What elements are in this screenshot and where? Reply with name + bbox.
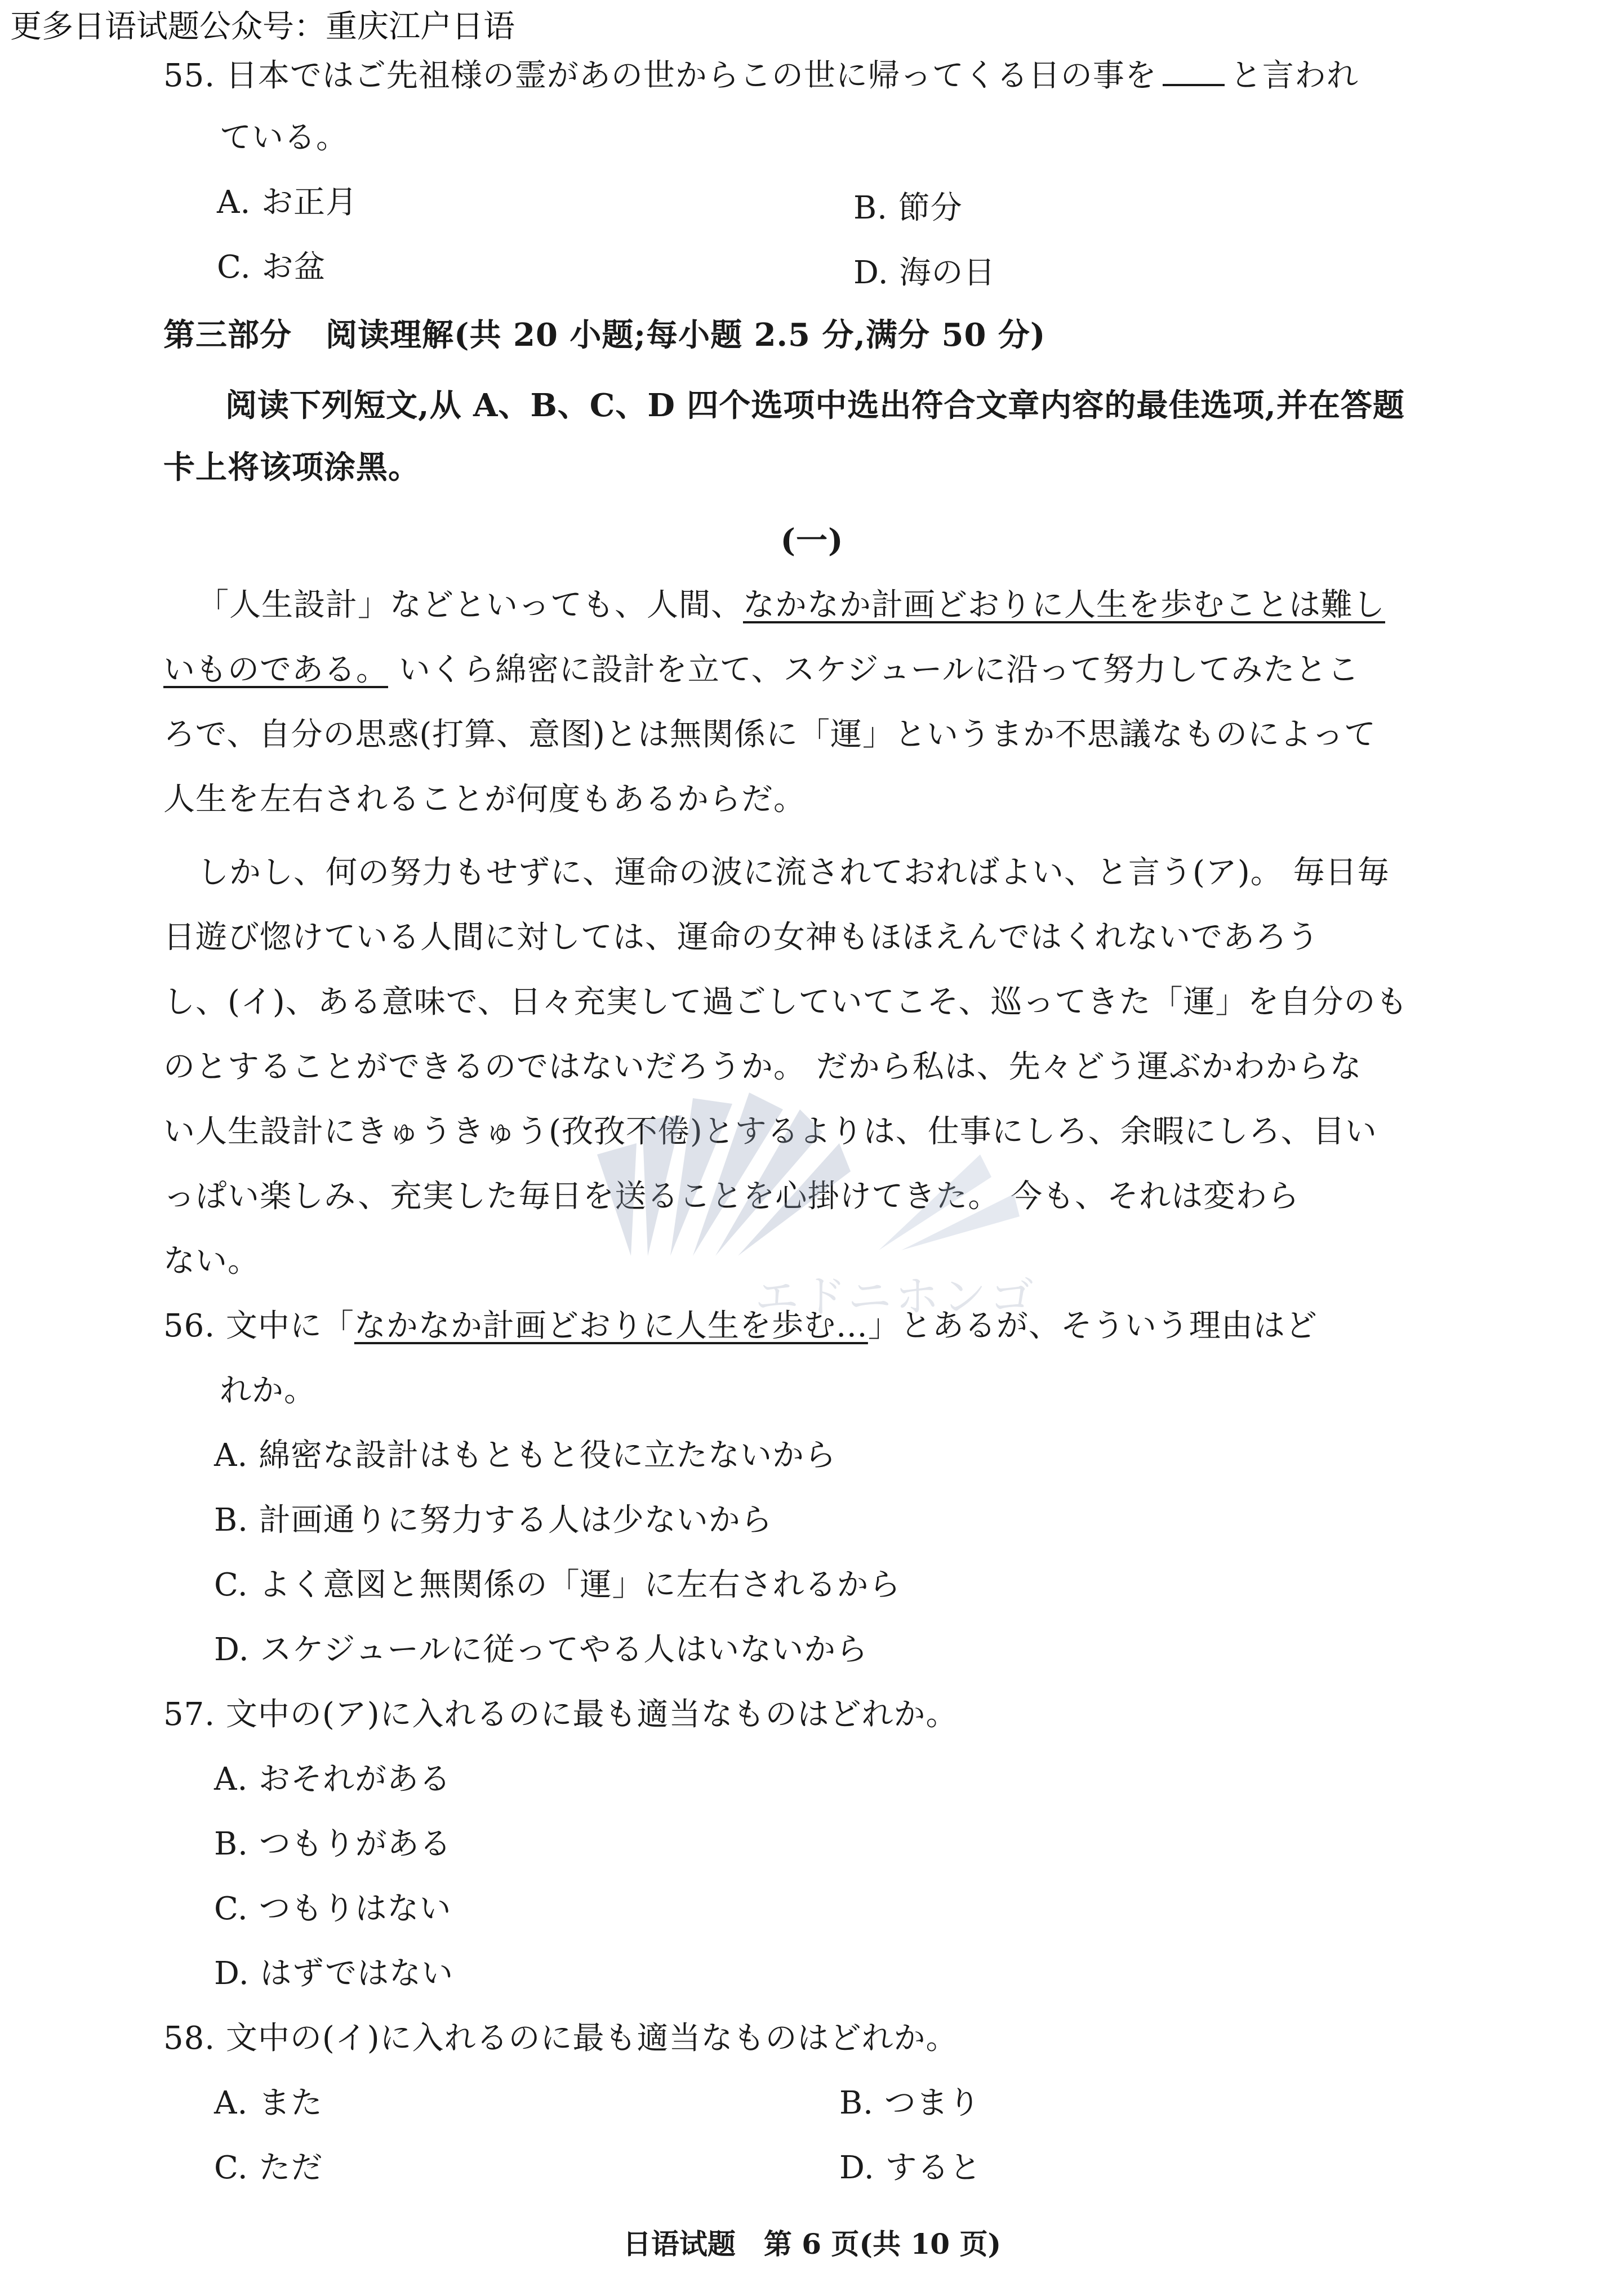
q56-stem-before: 56. 文中に「 — [163, 1308, 354, 1344]
passage-1-p2-line1: しかし、何の努力もせずに、運命の波に流されておればよい、と言う(ア)。 毎日毎 — [197, 854, 1390, 891]
q55-stem-line1 — [163, 54, 1359, 99]
passage-1-p1-line2-text: いくら綿密に設計を立て、スケジュールに沿って努力してみたとこ — [388, 652, 1360, 688]
watermark-text: エドニホンゴ — [755, 1272, 1037, 1322]
q56-option-b: B. 計画通りに努力する人は少ないから — [214, 1502, 773, 1539]
fan-logo-icon — [586, 1070, 1070, 1261]
q56-stem-after: 」とあるが、そういう理由はど — [867, 1308, 1318, 1344]
passage-1-p1-line4: 人生を左右されることが何度もあるからだ。 — [163, 781, 806, 818]
passage-1-p1-line1-text: 「人生設計」などといっても、人間、 — [197, 587, 743, 623]
passage-1-p2-line3: し、(イ)、ある意味で、日々充実して過ごしていてこそ、巡ってきた「運」を自分のも — [163, 984, 1408, 1020]
q57-option-a: A. おそれがある — [214, 1761, 452, 1798]
q57-option-d: D. はずではない — [214, 1955, 454, 1992]
q55-stem-after: と言われ — [1230, 57, 1359, 94]
q55-option-c: C. お盆 — [217, 249, 326, 286]
section-3-instruction-line2: 卡上将该项涂黑。 — [163, 449, 420, 486]
section-3-title — [163, 313, 1045, 358]
q58-option-a: A. また — [214, 2085, 323, 2121]
q55-blank — [1163, 59, 1225, 86]
passage-1-p2-line7: ない。 — [163, 1243, 260, 1279]
section-3-instruction-line1: 阅读下列短文,从 A、B、C、D 四个选项中选出符合文章内容的最佳选项,并在答题 — [225, 387, 1405, 424]
q56-stem-line2: れか。 — [220, 1372, 316, 1409]
q55-stem-line2: ている。 — [220, 119, 348, 156]
q55-option-a: A. お正月 — [217, 184, 358, 221]
passage-1-underlined-phrase-part2: いものである。 — [163, 652, 388, 688]
section-3-subtitle: 阅读理解(共 20 小题;每小题 2.5 分,满分 50 分) — [326, 316, 1046, 354]
passage-1-p2-line5: い人生設計にきゅうきゅう(孜孜不倦)とするよりは、仕事にしろ、余暇にしろ、目い — [163, 1113, 1377, 1150]
passage-1-p1-line2 — [163, 648, 1359, 693]
q56-option-d: D. スケジュールに従ってやる人はいないから — [214, 1631, 869, 1668]
passage-1-p2-line6: っぱい楽しみ、充実した毎日を送ることを心掛けてきた。 今も、それは変わら — [163, 1178, 1300, 1215]
passage-1-p1-line3: ろで、自分の思惑(打算、意图)とは無関係に「運」というまか不思議なものによって — [163, 716, 1377, 753]
q56-option-a: A. 綿密な設計はもともと役に立たないから — [214, 1437, 837, 1474]
passage-1-underlined-phrase-part1: なかなか計画どおりに人生を歩むことは難し — [743, 587, 1385, 623]
q55-option-d: D. 海の日 — [853, 255, 996, 291]
section-3-title-text: 第三部分 — [163, 316, 292, 354]
q55-stem-before: 55. 日本ではご先祖様の霊があの世からこの世に帰ってくる日の事を — [163, 57, 1157, 94]
passage-1-p2-line4: のとすることができるのではないだろうか。 だから私は、先々どう運ぶかわからな — [163, 1049, 1362, 1085]
q58-option-b: B. つまり — [839, 2085, 981, 2121]
q57-option-c: C. つもりはない — [214, 1891, 452, 1927]
header-banner: 更多日语试题公众号：重庆江户日语 — [10, 8, 515, 45]
q58-stem: 58. 文中の(イ)に入れるのに最も適当なものはどれか。 — [163, 2020, 958, 2057]
page-footer: 日语试题 第 6 页(共 10 页) — [622, 2227, 1002, 2261]
q56-stem-line1 — [163, 1304, 1318, 1349]
q57-option-b: B. つもりがある — [214, 1826, 452, 1862]
passage-1-p1-line1 — [197, 583, 1385, 628]
q57-stem: 57. 文中の(ア)に入れるのに最も適当なものはどれか。 — [163, 1696, 958, 1733]
passage-1-p2-line2: 日遊び惚けている人間に対しては、運命の女神もほほえんではくれないであろう — [163, 919, 1319, 956]
watermark-logo — [586, 1070, 1070, 1340]
q58-option-c: C. ただ — [214, 2150, 323, 2186]
passage-1-heading: (一) — [780, 522, 844, 559]
q58-option-d: D. すると — [839, 2150, 982, 2186]
q56-option-c: C. よく意図と無関係の「運」に左右されるから — [214, 1567, 901, 1603]
q56-underlined-quote: なかなか計画どおりに人生を歩む… — [354, 1308, 868, 1344]
q55-option-b: B. 節分 — [853, 190, 963, 226]
